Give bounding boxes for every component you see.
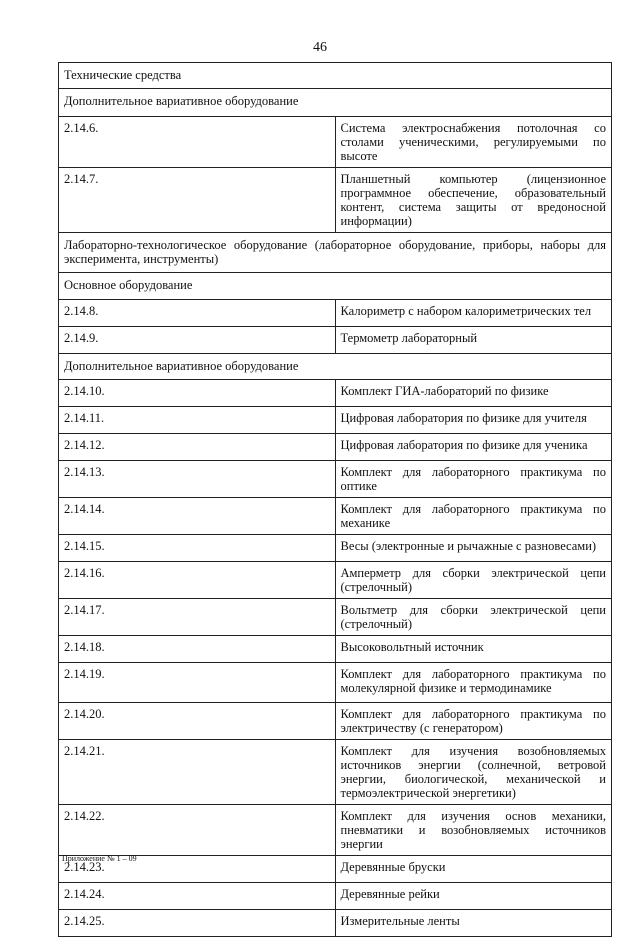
item-number: 2.14.19. (59, 663, 336, 703)
item-description: Система электроснабжения потолочная со столами ученическими, регулируемыми по высоте (335, 117, 612, 168)
item-number: 2.14.8. (59, 300, 336, 327)
table-row (59, 562, 612, 599)
item-description: Деревянные бруски (335, 856, 612, 883)
section-header-row (59, 273, 612, 300)
table-row (59, 434, 612, 461)
item-description: Амперметр для сборки электрической цепи (стрелочный) (335, 562, 612, 599)
item-number: 2.14.22. (59, 805, 336, 856)
table-row (59, 703, 612, 740)
item-description: Комплект ГИА-лабораторий по физике (335, 380, 612, 407)
item-description: Комплект для лабораторного практикума по механике (335, 498, 612, 535)
section-title: Технические средства (59, 63, 612, 89)
table-row (59, 910, 612, 937)
table-row (59, 168, 612, 233)
item-number: 2.14.9. (59, 327, 336, 354)
item-description: Измерительные ленты (335, 910, 612, 937)
page-number: 46 (313, 40, 327, 55)
item-description: Термометр лабораторный (335, 327, 612, 354)
item-number: 2.14.11. (59, 407, 336, 434)
item-number: 2.14.6. (59, 117, 336, 168)
item-number: 2.14.14. (59, 498, 336, 535)
item-number: 2.14.20. (59, 703, 336, 740)
item-description: Комплект для изучения возобновляемых источников энергии (солнечной, ветровой энергии, биологической, механической и термоэлектрической энергетики) (335, 740, 612, 805)
item-description: Комплект для изучения основ механики, пневматики и возобновляемых источников энергии (335, 805, 612, 856)
section-header-row (59, 63, 612, 89)
item-number: 2.14.15. (59, 535, 336, 562)
item-number: 2.14.16. (59, 562, 336, 599)
table-row (59, 805, 612, 856)
item-number: 2.14.7. (59, 168, 336, 233)
item-description: Цифровая лаборатория по физике для ученика (335, 434, 612, 461)
table-row (59, 117, 612, 168)
table-row (59, 407, 612, 434)
table-row (59, 327, 612, 354)
section-title: Дополнительное вариативное оборудование (59, 89, 612, 117)
table-row (59, 663, 612, 703)
item-number: 2.14.17. (59, 599, 336, 636)
item-number: 2.14.21. (59, 740, 336, 805)
item-description: Цифровая лаборатория по физике для учителя (335, 407, 612, 434)
item-number: 2.14.18. (59, 636, 336, 663)
item-number: 2.14.23. (59, 856, 336, 883)
table-row (59, 636, 612, 663)
item-number: 2.14.24. (59, 883, 336, 910)
item-description: Калориметр с набором калориметрических тел (335, 300, 612, 327)
table-row (59, 498, 612, 535)
table-row (59, 883, 612, 910)
item-description: Комплект для лабораторного практикума по оптике (335, 461, 612, 498)
item-description: Весы (электронные и рычажные с разновесами) (335, 535, 612, 562)
table-row (59, 740, 612, 805)
item-number: 2.14.25. (59, 910, 336, 937)
section-header-row (59, 233, 612, 273)
item-description: Комплект для лабораторного практикума по электричеству (с генератором) (335, 703, 612, 740)
item-description: Планшетный компьютер (лицензионное программное обеспечение, образовательный контент, система защиты от вредоносной информации) (335, 168, 612, 233)
item-number: 2.14.10. (59, 380, 336, 407)
section-header-row (59, 89, 612, 117)
item-description: Вольтметр для сборки электрической цепи (стрелочный) (335, 599, 612, 636)
item-description: Деревянные рейки (335, 883, 612, 910)
section-title: Лабораторно-технологическое оборудование (лабораторное оборудование, приборы, наборы для эксперимента, инструменты) (59, 233, 612, 273)
table-row (59, 599, 612, 636)
item-description: Комплект для лабораторного практикума по молекулярной физике и термодинамике (335, 663, 612, 703)
item-description: Высоковольтный источник (335, 636, 612, 663)
footer-note: Приложение № 1 – 09 (62, 854, 137, 863)
equipment-table (58, 62, 612, 937)
table-row (59, 461, 612, 498)
table-row (59, 535, 612, 562)
table-row (59, 300, 612, 327)
table-row (59, 856, 612, 883)
item-number: 2.14.13. (59, 461, 336, 498)
section-title: Дополнительное вариативное оборудование (59, 354, 612, 380)
section-header-row (59, 354, 612, 380)
item-number: 2.14.12. (59, 434, 336, 461)
table-row (59, 380, 612, 407)
section-title: Основное оборудование (59, 273, 612, 300)
